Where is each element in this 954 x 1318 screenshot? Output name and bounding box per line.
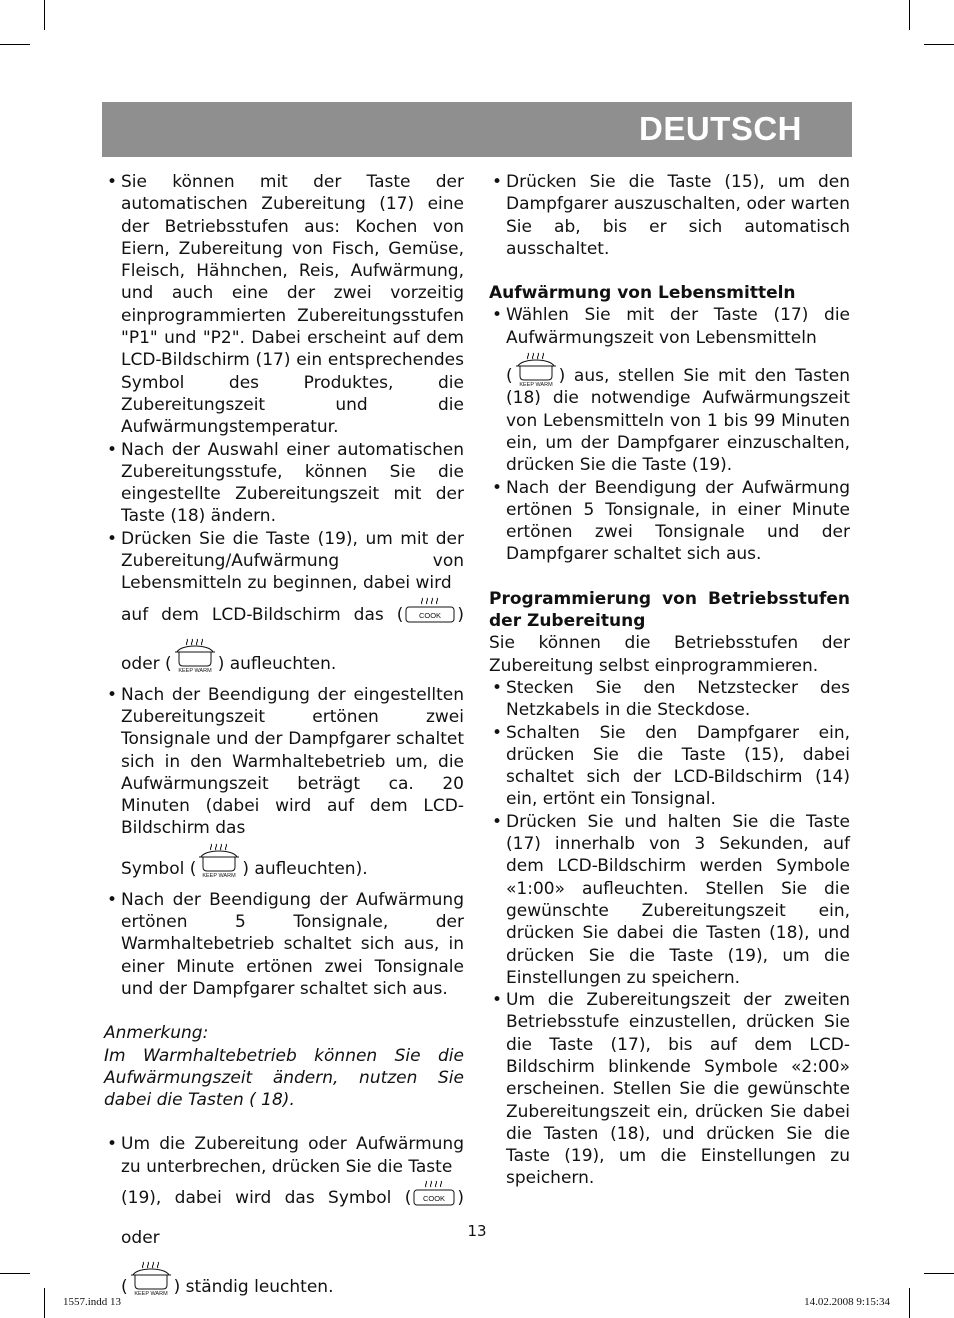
bullet: • bbox=[492, 990, 503, 1011]
item-text: Stecken Sie den Netzstecker des Netzkabels in die Steckdose. bbox=[506, 677, 850, 721]
list-item bbox=[489, 477, 850, 566]
crop-mark bbox=[909, 0, 910, 30]
list-item bbox=[489, 811, 850, 989]
item-text: ( bbox=[121, 1276, 128, 1297]
item-text: Symbol ( bbox=[121, 858, 197, 879]
section-heading: Aufwärmung von Lebensmitteln bbox=[489, 283, 796, 304]
item-text: Um die Zubereitungszeit der zweiten Betriebsstufe einzustellen, drücken Sie die Taste (17), bis auf dem LCD-Bildschirm blinkende Symbole «2:00» erscheinen. Stellen Sie die gewünschte Zubereitungszeit ein, drücken Sie dabei die Tasten (18), und drücken Sie die Taste (19), um die Einstellungen zu speichern. bbox=[506, 990, 850, 1189]
bullet: • bbox=[107, 172, 118, 192]
section-heading: Programmierung von Betriebsstufen der Zubereitung bbox=[489, 588, 850, 632]
svg-text:KEEP WARM: KEEP WARM bbox=[133, 1290, 168, 1296]
item-text: ) aufleuchten. bbox=[217, 653, 337, 674]
bullet: • bbox=[492, 172, 503, 192]
list-item bbox=[489, 677, 850, 722]
list-item bbox=[104, 1133, 464, 1307]
item-text: ) oder bbox=[121, 1187, 464, 1248]
item-text: Um die Zubereitung oder Aufwärmung zu unterbrechen, drücken Sie die Taste bbox=[121, 1134, 464, 1177]
bullet: • bbox=[107, 528, 118, 549]
bullet: • bbox=[492, 722, 503, 743]
crop-mark bbox=[924, 44, 954, 45]
item-text: Nach der Beendigung der Aufwärmung ertönen 5 Tonsignale, der Warmhaltebetrieb schaltet sich aus, in einer Minute ertönen zwei Tonsignale und der Dampfgarer schaltet sich aus. bbox=[121, 889, 464, 999]
page-number: 13 bbox=[467, 1222, 487, 1240]
bullet: • bbox=[107, 1134, 118, 1155]
svg-text:COOK: COOK bbox=[419, 610, 442, 620]
list-item bbox=[489, 304, 850, 476]
item-text: ) bbox=[457, 604, 464, 625]
item-text: ) aufleuchten). bbox=[242, 858, 368, 879]
right-column bbox=[489, 171, 850, 1190]
svg-text:COOK: COOK bbox=[423, 1193, 446, 1203]
crop-mark bbox=[924, 1273, 954, 1274]
keep-warm-icon bbox=[129, 1258, 173, 1296]
footer-file: 1557.indd 13 bbox=[63, 1296, 122, 1308]
language-title: DEUTSCH bbox=[638, 110, 802, 147]
item-text: Nach der Beendigung der eingestellten Zubereitungszeit ertönen zwei Tonsignale und der Dampfgarer schaltet sich in den Warmhaltebetrieb um, die Aufwärmungszeit beträgt ca. 20 Minuten (dabei wird auf dem LCD-Bildschirm das bbox=[121, 684, 464, 839]
note-text: Im Warmhaltebetrieb können Sie die Aufwärmungszeit ändern, nutzen Sie dabei die Tasten ( 18). bbox=[104, 1045, 464, 1111]
item-text: ( bbox=[506, 366, 513, 387]
item-text: Nach der Auswahl einer automatischen Zubereitungsstufe, können Sie die eingestellte Zubereitungszeit mit der Taste (18) ändern. bbox=[121, 439, 464, 527]
bullet: • bbox=[107, 684, 118, 705]
list-item bbox=[489, 722, 850, 811]
item-text: Drücken Sie die Taste (15), um den Dampfgarer auszuschalten, oder warten Sie ab, bis er sich automatisch ausschaltet. bbox=[506, 172, 850, 259]
item-text: (19), dabei wird das Symbol ( bbox=[121, 1187, 412, 1208]
bullet: • bbox=[492, 305, 503, 326]
crop-mark bbox=[44, 0, 45, 30]
list-item bbox=[104, 439, 464, 528]
item-text: ) ständig leuchten. bbox=[173, 1276, 334, 1297]
crop-mark bbox=[44, 1288, 45, 1318]
item-text: Wählen Sie mit der Taste (17) die Aufwärmungszeit von Lebensmitteln bbox=[506, 305, 850, 348]
bullet: • bbox=[492, 811, 503, 832]
footer-datetime: 14.02.2008 9:15:34 bbox=[804, 1296, 890, 1308]
item-text: oder ( bbox=[121, 653, 172, 674]
bullet: • bbox=[107, 439, 118, 460]
language-header-bar bbox=[102, 102, 852, 157]
item-text: Drücken Sie und halten Sie die Taste (17) innerhalb von 3 Sekunden, auf dem LCD-Bildschirm werden Symbole «1:00» aufleuchten. Stellen Sie die gewünschte Zubereitungszeit ein, drücken Sie dabei die Tasten (18), und drücken Sie die Taste (19), um die Einstellungen zu speichern. bbox=[506, 811, 850, 988]
left-column bbox=[104, 171, 464, 1307]
list-item bbox=[104, 889, 464, 1000]
list-item bbox=[104, 684, 464, 889]
keep-warm-icon bbox=[197, 840, 241, 878]
item-text: Schalten Sie den Dampfgarer ein, drücken Sie die Taste (15), dabei schaltet sich der LCD-Bildschirm (14) ein, ertönt ein Tonsignal. bbox=[506, 722, 850, 810]
bullet: • bbox=[492, 677, 503, 698]
item-text: ) aus, stellen Sie mit den Tasten (18) die notwendige Aufwärmungszeit von Lebensmitteln von 1 bis 99 Minuten ein, um der Dampfgarer einzuschalten, drücken Sie die Taste (19). bbox=[506, 366, 850, 476]
bullet: • bbox=[492, 477, 503, 498]
item-text: auf dem LCD-Bildschirm das ( bbox=[121, 604, 404, 625]
paragraph: Sie können die Betriebsstufen der Zubereitung selbst einprogrammieren. bbox=[489, 633, 850, 676]
cook-icon bbox=[412, 1179, 456, 1207]
crop-mark bbox=[0, 1273, 30, 1274]
keep-warm-icon bbox=[514, 349, 558, 387]
crop-mark bbox=[909, 1288, 910, 1318]
crop-mark bbox=[0, 44, 30, 45]
svg-text:KEEP WARM: KEEP WARM bbox=[178, 667, 212, 673]
bullet: • bbox=[107, 889, 118, 910]
note-title: Anmerkung: bbox=[104, 1023, 209, 1044]
list-item bbox=[489, 989, 850, 1190]
keep-warm-icon bbox=[173, 635, 217, 673]
list-item bbox=[489, 171, 850, 260]
list-item bbox=[104, 528, 464, 684]
item-text: Nach der Beendigung der Aufwärmung ertönen 5 Tonsignale, in einer Minute ertönen zwei Tonsignale und der Dampfgarer schaltet sich aus. bbox=[506, 477, 850, 565]
svg-text:KEEP WARM: KEEP WARM bbox=[518, 382, 553, 388]
item-text: Sie können mit der Taste der automatischen Zubereitung (17) eine der Betriebsstufen aus: Kochen von Eiern, Zubereitung von Fisch, Gemüse, Fleisch, Hähnchen, Reis, Aufwärmung, und auch eine der zwei vorzeitig einprogrammierten Zubereitungsstufen "P1" und "P2". Dabei erscheint auf dem LCD-Bildschirm (17) ein entsprechendes Symbol des Produktes, die Zubereitungszeit und die Aufwärmungstemperatur. bbox=[121, 172, 464, 438]
svg-text:KEEP WARM: KEEP WARM bbox=[202, 872, 237, 878]
item-text: Drücken Sie die Taste (19), um mit der Zubereitung/Aufwärmung von Lebensmitteln zu beginnen, dabei wird bbox=[121, 528, 464, 594]
list-item bbox=[104, 171, 464, 439]
cook-icon bbox=[404, 596, 456, 624]
